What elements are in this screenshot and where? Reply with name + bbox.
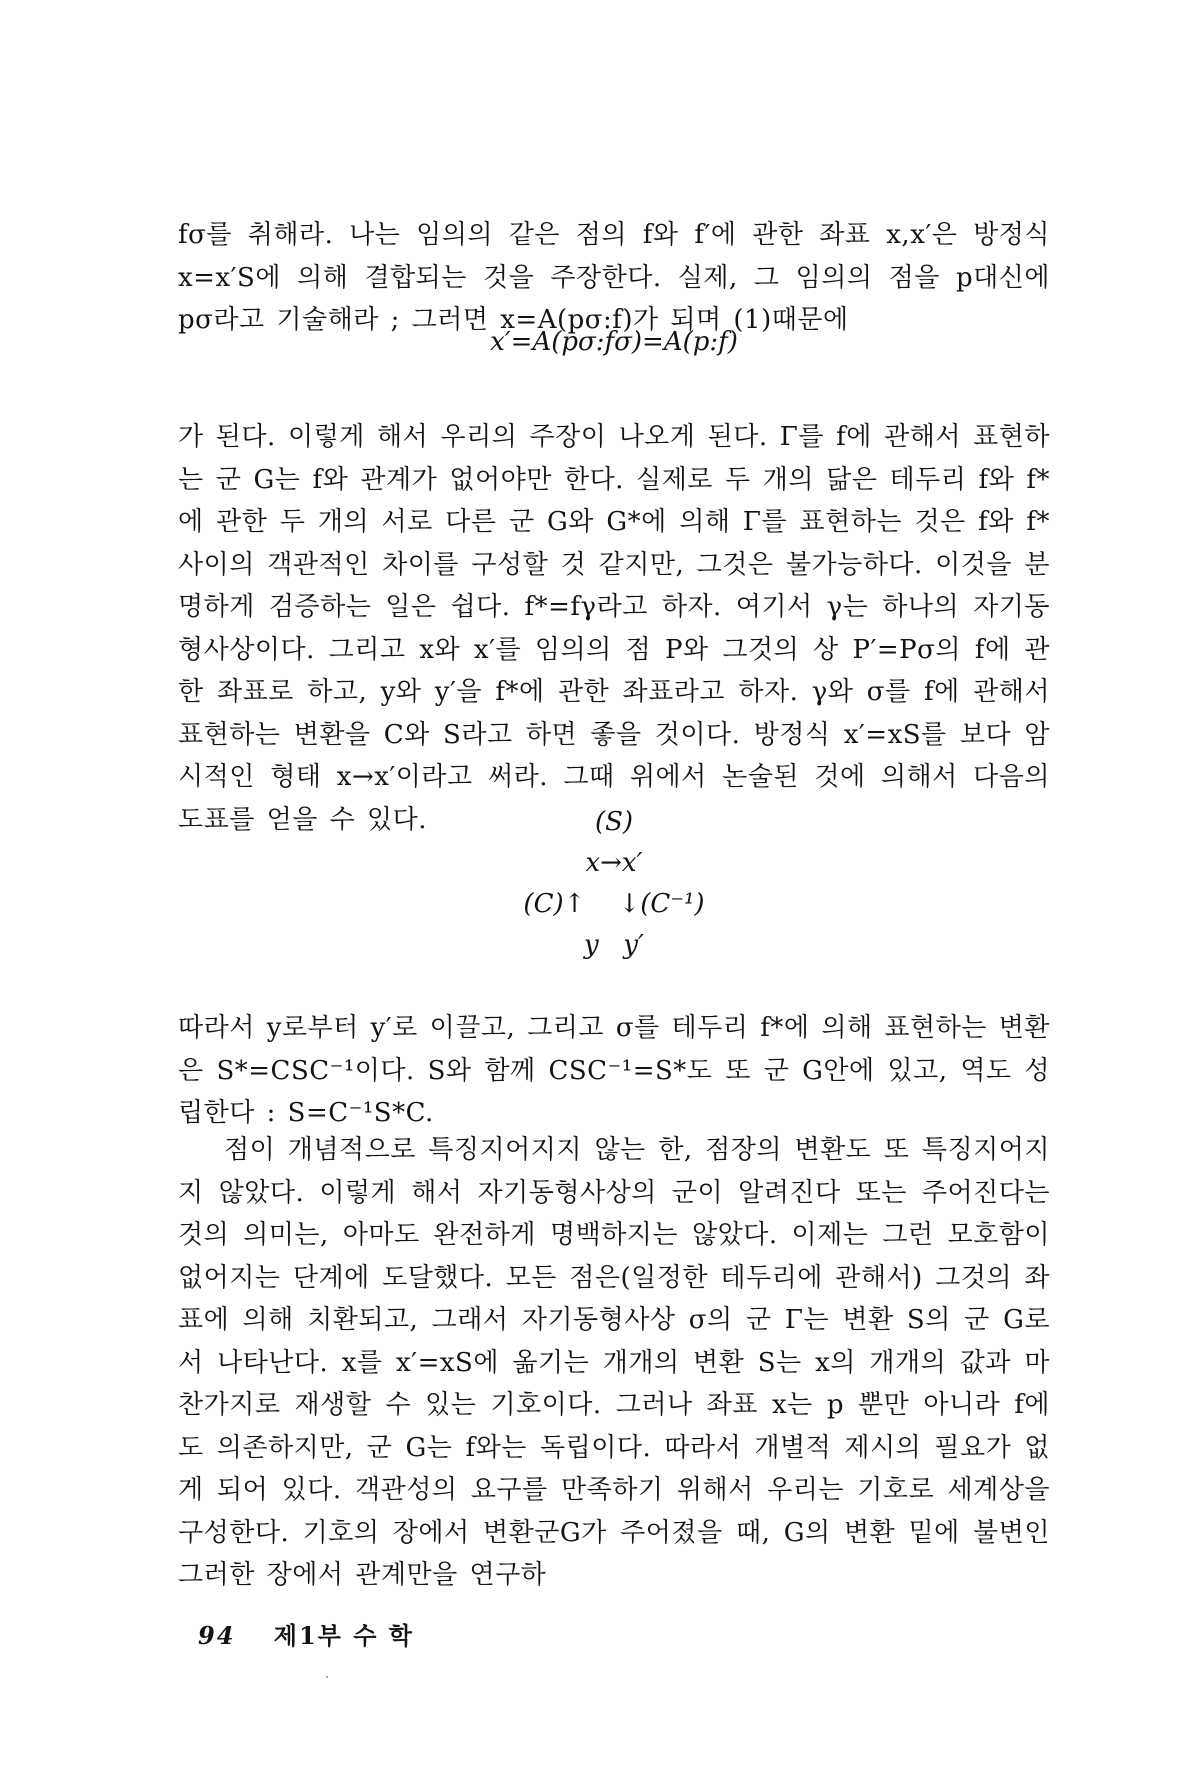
diagram-line-4: y y′: [583, 930, 645, 960]
diagram-line-2: x→x′: [585, 848, 643, 878]
scan-speck: [326, 1676, 328, 1678]
diagram-line-1: (S): [594, 807, 634, 837]
paragraph-2: 가 된다. 이렇게 해서 우리의 주장이 나오게 된다. Γ를 f에 관해서 표현하는 군 G는 f와 관계가 없어야만 한다. 실제로 두 개의 닮은 테두리 f와 f*에 관한 두 개의 서로 다른 군 G와 G*에 의해 Γ를 표현하는 것은 f와 f*사이의 객관적인 차이를 구성할 것 같지만, 그것은 불가능하다. 이것을 분명하게 검증하는 일은 쉽다. f*=fγ라고 하자. 여기서 γ는 하나의 자기동형사상이다. 그리고 x와 x′를 임의의 점 P와 그것의 상 P′=Pσ의 f에 관한 좌표로 하고, y와 y′을 f*에 관한 좌표라고 하자. γ와 σ를 f에 관해서 표현하는 변환을 C와 S라고 하면 좋을 것이다. 방정식 x′=xS를 보다 암시적인 형태 x→x′이라고 써라. 그때 위에서 논술된 것에 의해서 다음의 도표를 얻을 수 있다.: [178, 422, 1050, 835]
page-footer: [198, 1616, 414, 1651]
paragraph-1: fσ를 취해라. 나는 임의의 같은 점의 f와 f′에 관한 좌표 x,x′은 방정식 x=x′S에 의해 결합되는 것을 주장한다. 실제, 그 임의의 점을 p대신에 pσ라고 기술해라 ; 그러면 x=A(pσ:f)가 되며 (1)때문에: [178, 220, 1050, 335]
equation-1: x′=A(pσ:fσ)=A(p:f): [490, 327, 738, 357]
paragraph-3: 따라서 y로부터 y′로 이끌고, 그리고 σ를 테두리 f*에 의해 표현하는 변환은 S*=CSC⁻¹이다. S와 함께 CSC⁻¹=S*도 또 군 G안에 있고, 역도 성립한다 : S=C⁻¹S*C.: [178, 1013, 1050, 1128]
paragraph-4: 점이 개념적으로 특징지어지지 않는 한, 점장의 변환도 또 특징지어지지 않았다. 이렇게 해서 자기동형사상의 군이 알려진다 또는 주어진다는 것의 의미는, 아마도 완전하게 명백하지는 않았다. 이제는 그런 모호함이 없어지는 단계에 도달했다. 모든 점은(일정한 테두리에 관해서) 그것의 좌표에 의해 치환되고, 그래서 자기동형사상 σ의 군 Γ는 변환 S의 군 G로서 나타난다. x를 x′=xS에 옮기는 개개의 변환 S는 x의 개개의 값과 마찬가지로 재생할 수 있는 기호이다. 그러나 좌표 x는 p 뿐만 아니라 f에도 의존하지만, 군 G는 f와는 독립이다. 따라서 개별적 제시의 필요가 없게 되어 있다. 객관성의 요구를 만족하기 위해서 우리는 기호로 세계상을 구성한다. 기호의 장에서 변환군G가 주어졌을 때, G의 변환 밑에 불변인 그러한 장에서 관계만을 연구하: [178, 1135, 1050, 1590]
section-title: 제1부 수 학: [273, 1621, 414, 1650]
page-number: 94: [198, 1621, 236, 1650]
diagram-line-3: (C)↑ ↓(C⁻¹): [523, 889, 705, 919]
